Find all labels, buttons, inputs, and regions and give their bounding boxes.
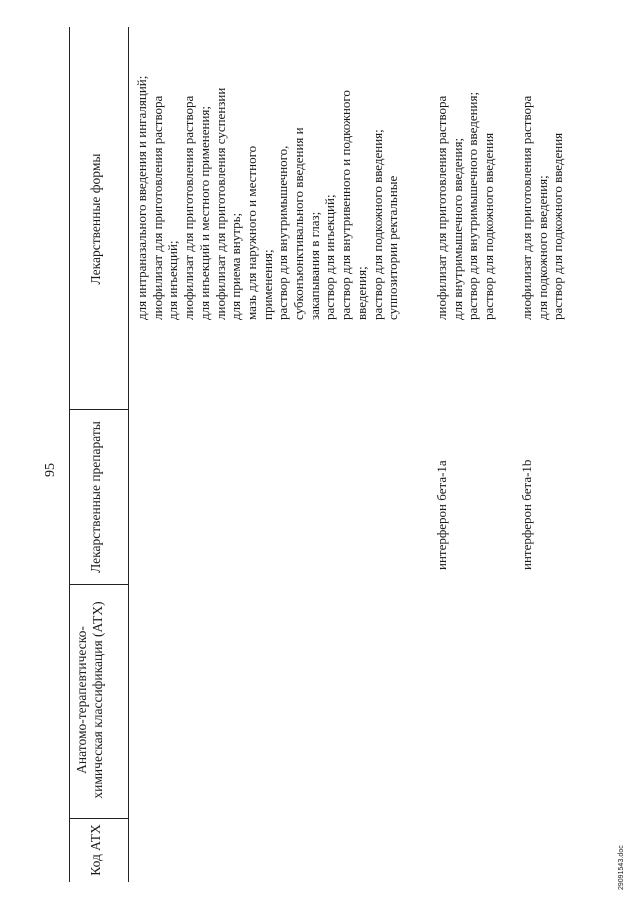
header-bottom-border xyxy=(128,27,129,882)
header-atc-code: Код АТХ xyxy=(88,824,103,876)
dosage-form-line: для интраназального введения и ингаляций; xyxy=(134,75,149,320)
dosage-form-line: для инъекций и местного применения; xyxy=(196,105,212,320)
table-row xyxy=(519,96,566,320)
dosage-form-line: лиофилизат для приготовления суспензии xyxy=(212,87,228,320)
table-row xyxy=(434,92,497,320)
footer-filename: 2909154З.doc xyxy=(618,845,625,890)
dosage-form-line: раствор для внутримышечного, xyxy=(275,145,291,320)
dosage-form-line: для подкожного введения; xyxy=(534,175,550,320)
dosage-form-line: закапывания в глаз; xyxy=(306,211,322,320)
table-top-border xyxy=(69,27,70,882)
header-drugs: Лекарственные препараты xyxy=(88,421,103,573)
dosage-form-line: раствор для подкожного введения; xyxy=(369,129,385,320)
dosage-form-line: введения; xyxy=(353,266,369,320)
dosage-form-line: мазь для наружного и местного xyxy=(243,145,259,320)
dosage-form-line: раствор для внутримышечного введения; xyxy=(465,91,481,320)
dosage-form-line: лиофилизат для приготовления раствора xyxy=(181,95,197,320)
dosage-form-line: лиофилизат для приготовления раствора xyxy=(519,95,534,320)
dosage-form-line: лиофилизат для приготовления раствора xyxy=(149,95,165,320)
drug-name: интерферон бета-1b xyxy=(519,459,534,570)
dosage-form-line: лиофилизат для приготовления раствора xyxy=(434,95,449,320)
dosage-form-line: раствор для внутривенного и подкожного xyxy=(338,90,354,320)
page-number: 95 xyxy=(43,463,58,477)
dosage-form-line: применения; xyxy=(259,249,275,320)
dosage-form-line: для инъекций; xyxy=(165,240,181,320)
dosage-form-line: субконъюнктивального введения и xyxy=(291,127,307,320)
dosage-form-line: для внутримышечного введения; xyxy=(449,137,465,320)
dosage-form-line: раствор для подкожного введения xyxy=(481,132,497,320)
table-row xyxy=(134,76,401,320)
header-atc-classification: Анатомо-терапевтическо-химическая классификация (АТХ) xyxy=(74,601,105,799)
drug-name: интерферон бета-1a xyxy=(434,460,449,570)
dosage-form-line: суппозитории ректальные xyxy=(385,175,401,320)
dosage-form-line: раствор для инъекций; xyxy=(322,194,338,320)
col-divider-2 xyxy=(69,584,128,585)
dosage-form-line: раствор для подкожного введения xyxy=(550,132,566,320)
dosage-form-line: для приема внутрь; xyxy=(228,212,244,320)
col-divider-3 xyxy=(69,409,128,410)
header-dosage-forms: Лекарственные формы xyxy=(88,153,103,285)
